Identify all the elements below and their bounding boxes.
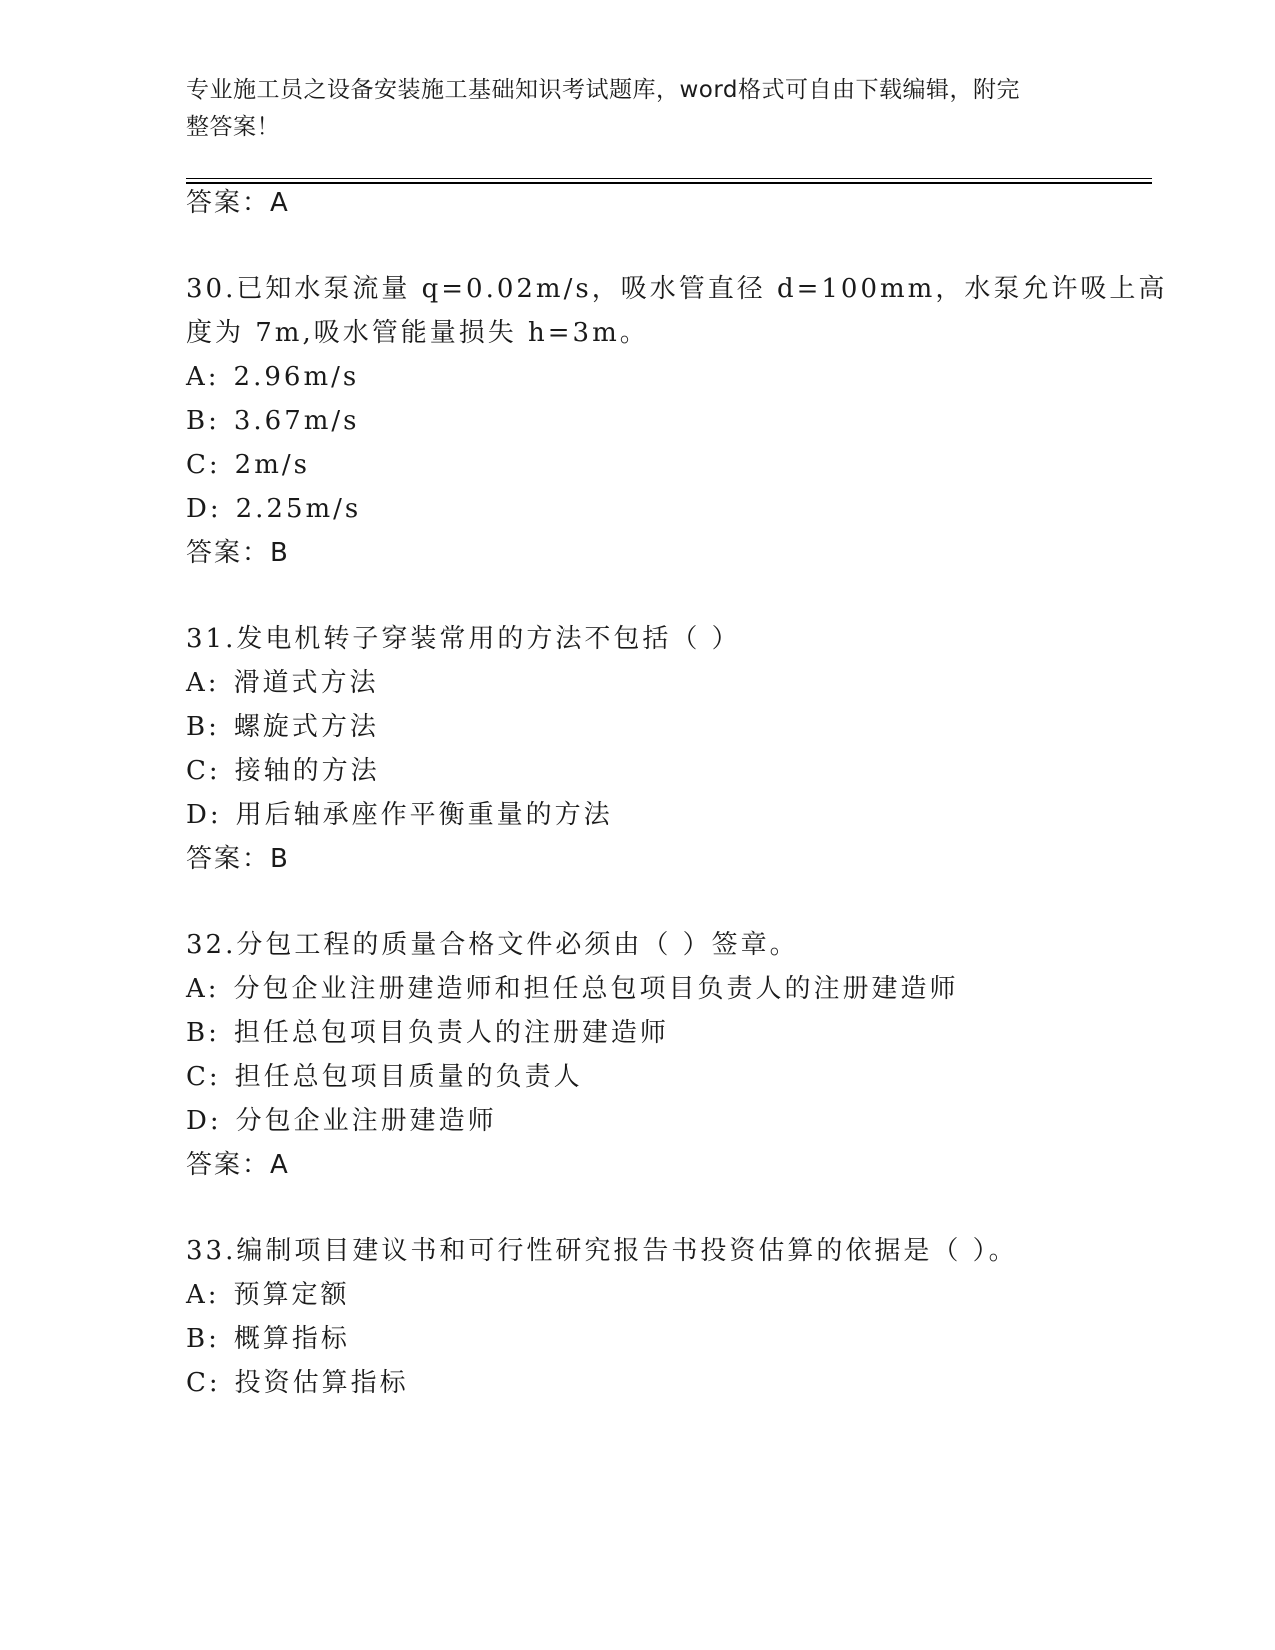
- option-letter: C:: [186, 450, 221, 480]
- question-30-answer: 答案：B: [186, 538, 290, 568]
- question-31-option-c: [186, 754, 380, 788]
- option-letter: A:: [186, 1280, 220, 1310]
- option-text: 担任总包项目质量的负责人: [234, 1062, 583, 1092]
- question-30-option-b: [186, 404, 360, 438]
- question-32-stem: 32.分包工程的质量合格文件必须由（ ）签章。: [186, 930, 799, 960]
- header-divider-thick: [186, 182, 1152, 184]
- option-letter: C:: [186, 1062, 221, 1092]
- option-text: 分包企业注册建造师: [235, 1106, 497, 1136]
- option-letter: D:: [186, 494, 222, 524]
- option-letter: B:: [186, 406, 220, 436]
- option-letter: B:: [186, 1018, 220, 1048]
- option-letter: A:: [186, 974, 220, 1004]
- option-letter: D:: [186, 800, 222, 830]
- option-letter: C:: [186, 1368, 221, 1398]
- option-text: 螺旋式方法: [233, 712, 379, 742]
- question-32-option-b: [186, 1016, 669, 1050]
- question-33-stem: 33.编制项目建议书和可行性研究报告书投资估算的依据是（ ）。: [186, 1236, 1018, 1266]
- option-text: 2.96m/s: [233, 362, 360, 392]
- header-line-1: 专业施工员之设备安装施工基础知识考试题库，word格式可自由下载编辑，附完: [186, 77, 1021, 103]
- option-text: 3.67m/s: [233, 406, 360, 436]
- option-letter: C:: [186, 756, 221, 786]
- document-header: [186, 72, 1066, 146]
- question-32-option-d: [186, 1104, 497, 1138]
- question-31-answer: 答案：B: [186, 844, 290, 874]
- question-32-option-a: [186, 972, 959, 1006]
- option-letter: A:: [186, 362, 220, 392]
- header-divider-thin: [186, 178, 1152, 179]
- option-text: 2m/s: [234, 450, 310, 480]
- question-33-option-c: [186, 1366, 409, 1400]
- question-31-option-b: [186, 710, 379, 744]
- header-line-2: 整答案！: [186, 114, 280, 140]
- question-33-option-b: [186, 1322, 350, 1356]
- question-30-option-a: [186, 360, 359, 394]
- option-letter: B:: [186, 712, 220, 742]
- option-letter: D:: [186, 1106, 222, 1136]
- option-letter: A:: [186, 668, 220, 698]
- question-30-stem-cont: 度为 7m,吸水管能量损失 h=3m。: [186, 318, 649, 348]
- question-31-stem: 31.发电机转子穿装常用的方法不包括（ ）: [186, 624, 741, 654]
- question-31-option-d: [186, 798, 613, 832]
- option-text: 用后轴承座作平衡重量的方法: [235, 800, 613, 830]
- question-30-option-d: [186, 492, 361, 526]
- question-32-answer: 答案：A: [186, 1150, 290, 1180]
- option-text: 2.25m/s: [235, 494, 362, 524]
- question-30-stem: 30.已知水泵流量 q=0.02m/s，吸水管直径 d=100mm，水泵允许吸上高: [186, 274, 1168, 304]
- question-30-option-c: [186, 448, 310, 482]
- option-text: 滑道式方法: [233, 668, 379, 698]
- option-text: 担任总包项目负责人的注册建造师: [233, 1018, 669, 1048]
- option-text: 概算指标: [233, 1324, 350, 1354]
- question-32-option-c: [186, 1060, 583, 1094]
- option-text: 接轴的方法: [234, 756, 380, 786]
- option-text: 投资估算指标: [234, 1368, 409, 1398]
- question-31-option-a: [186, 666, 379, 700]
- option-text: 预算定额: [233, 1280, 350, 1310]
- option-text: 分包企业注册建造师和担任总包项目负责人的注册建造师: [233, 974, 959, 1004]
- option-letter: B:: [186, 1324, 220, 1354]
- previous-answer: 答案：A: [186, 188, 290, 218]
- question-33-option-a: [186, 1278, 350, 1312]
